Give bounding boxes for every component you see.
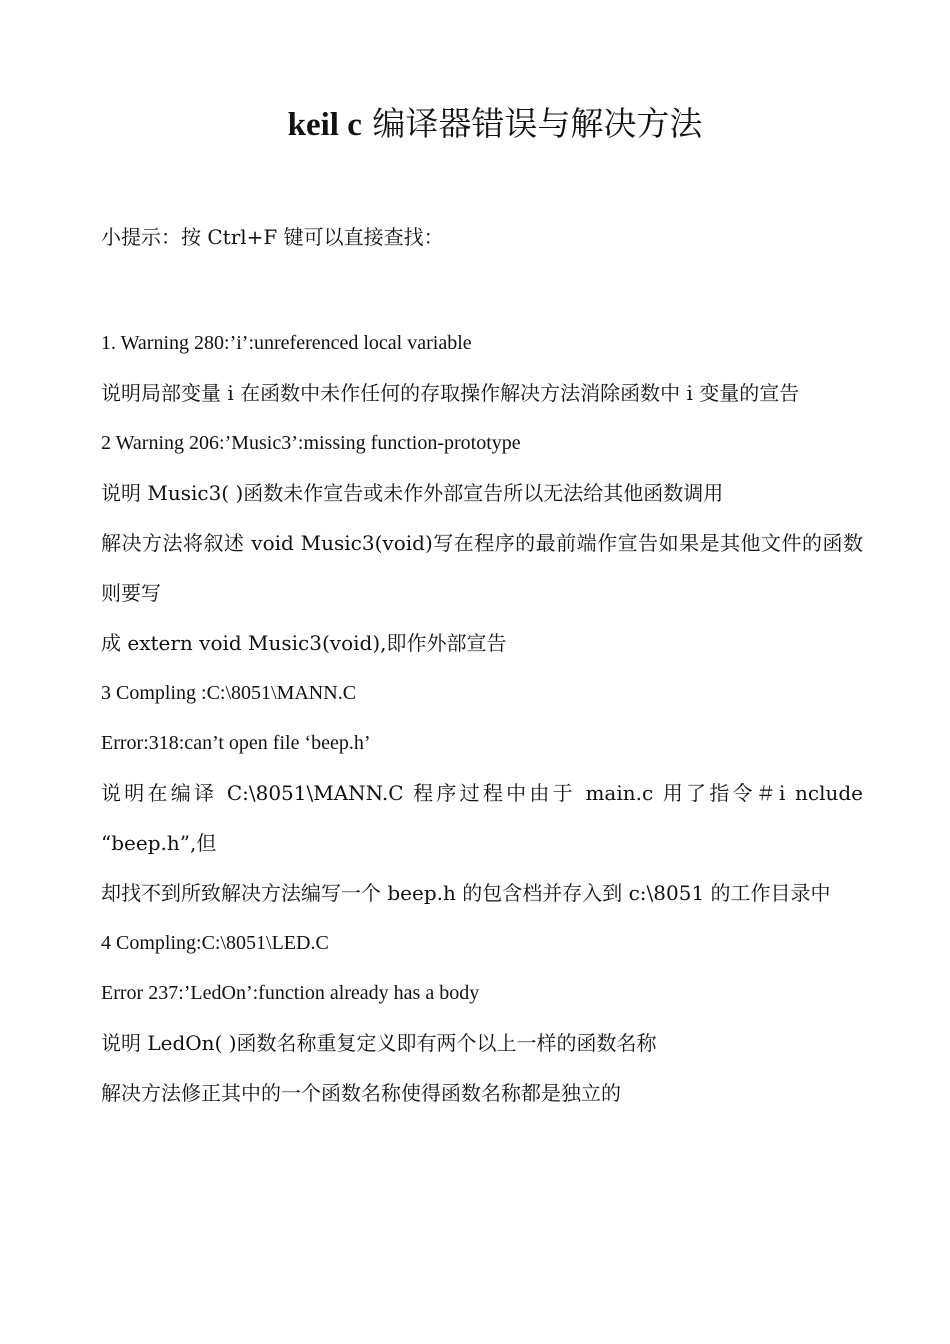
warning-280-description: 说明局部变量 i 在函数中未作任何的存取操作解决方法消除函数中 i 变量的宣告 [101,381,800,405]
error-318-description: 说明在编译 C:\8051\MANN.C 程序过程中由于 main.c 用了指令＃i nclude “beep.h”,但 [101,781,863,855]
warning-206-solution-continued: 成 extern void Music3(void),即作外部宣告 [101,631,507,655]
page-title [0,102,950,147]
title-cjk-part: 编译器错误与解决方法 [361,104,703,143]
warning-206-description: 说明 Music3( )函数未作宣告或未作外部宣告所以无法给其他函数调用 [101,481,724,505]
warning-206-solution: 解决方法将叙述 void Music3(void)写在程序的最前端作宣告如果是其他文件的函数则要写 [101,531,863,605]
warning-280-heading: 1. Warning 280:’i’:unreferenced local variable [101,332,472,354]
error-318-solution: 却找不到所致解决方法编写一个 beep.h 的包含档并存入到 c:\8051 的工作目录中 [101,881,831,905]
error-318-heading: Error:318:can’t open file ‘beep.h’ [101,732,371,754]
error-318-compiling-line: 3 Compling :C:\8051\MANN.C [101,682,357,704]
error-237-heading: Error 237:’LedOn’:function already has a body [101,982,480,1004]
warning-206-heading: 2 Warning 206:’Music3’:missing function-prototype [101,432,521,454]
error-237-compiling-line: 4 Compling:C:\8051\LED.C [101,932,329,954]
title-latin-part: keil c [287,107,362,143]
error-237-solution: 解决方法修正其中的一个函数名称使得函数名称都是独立的 [101,1081,621,1105]
search-tip: 小提示：按 Ctrl+F 键可以直接查找： [101,225,444,249]
document-body [101,318,863,1118]
error-237-description: 说明 LedOn( )函数名称重复定义即有两个以上一样的函数名称 [101,1031,657,1055]
